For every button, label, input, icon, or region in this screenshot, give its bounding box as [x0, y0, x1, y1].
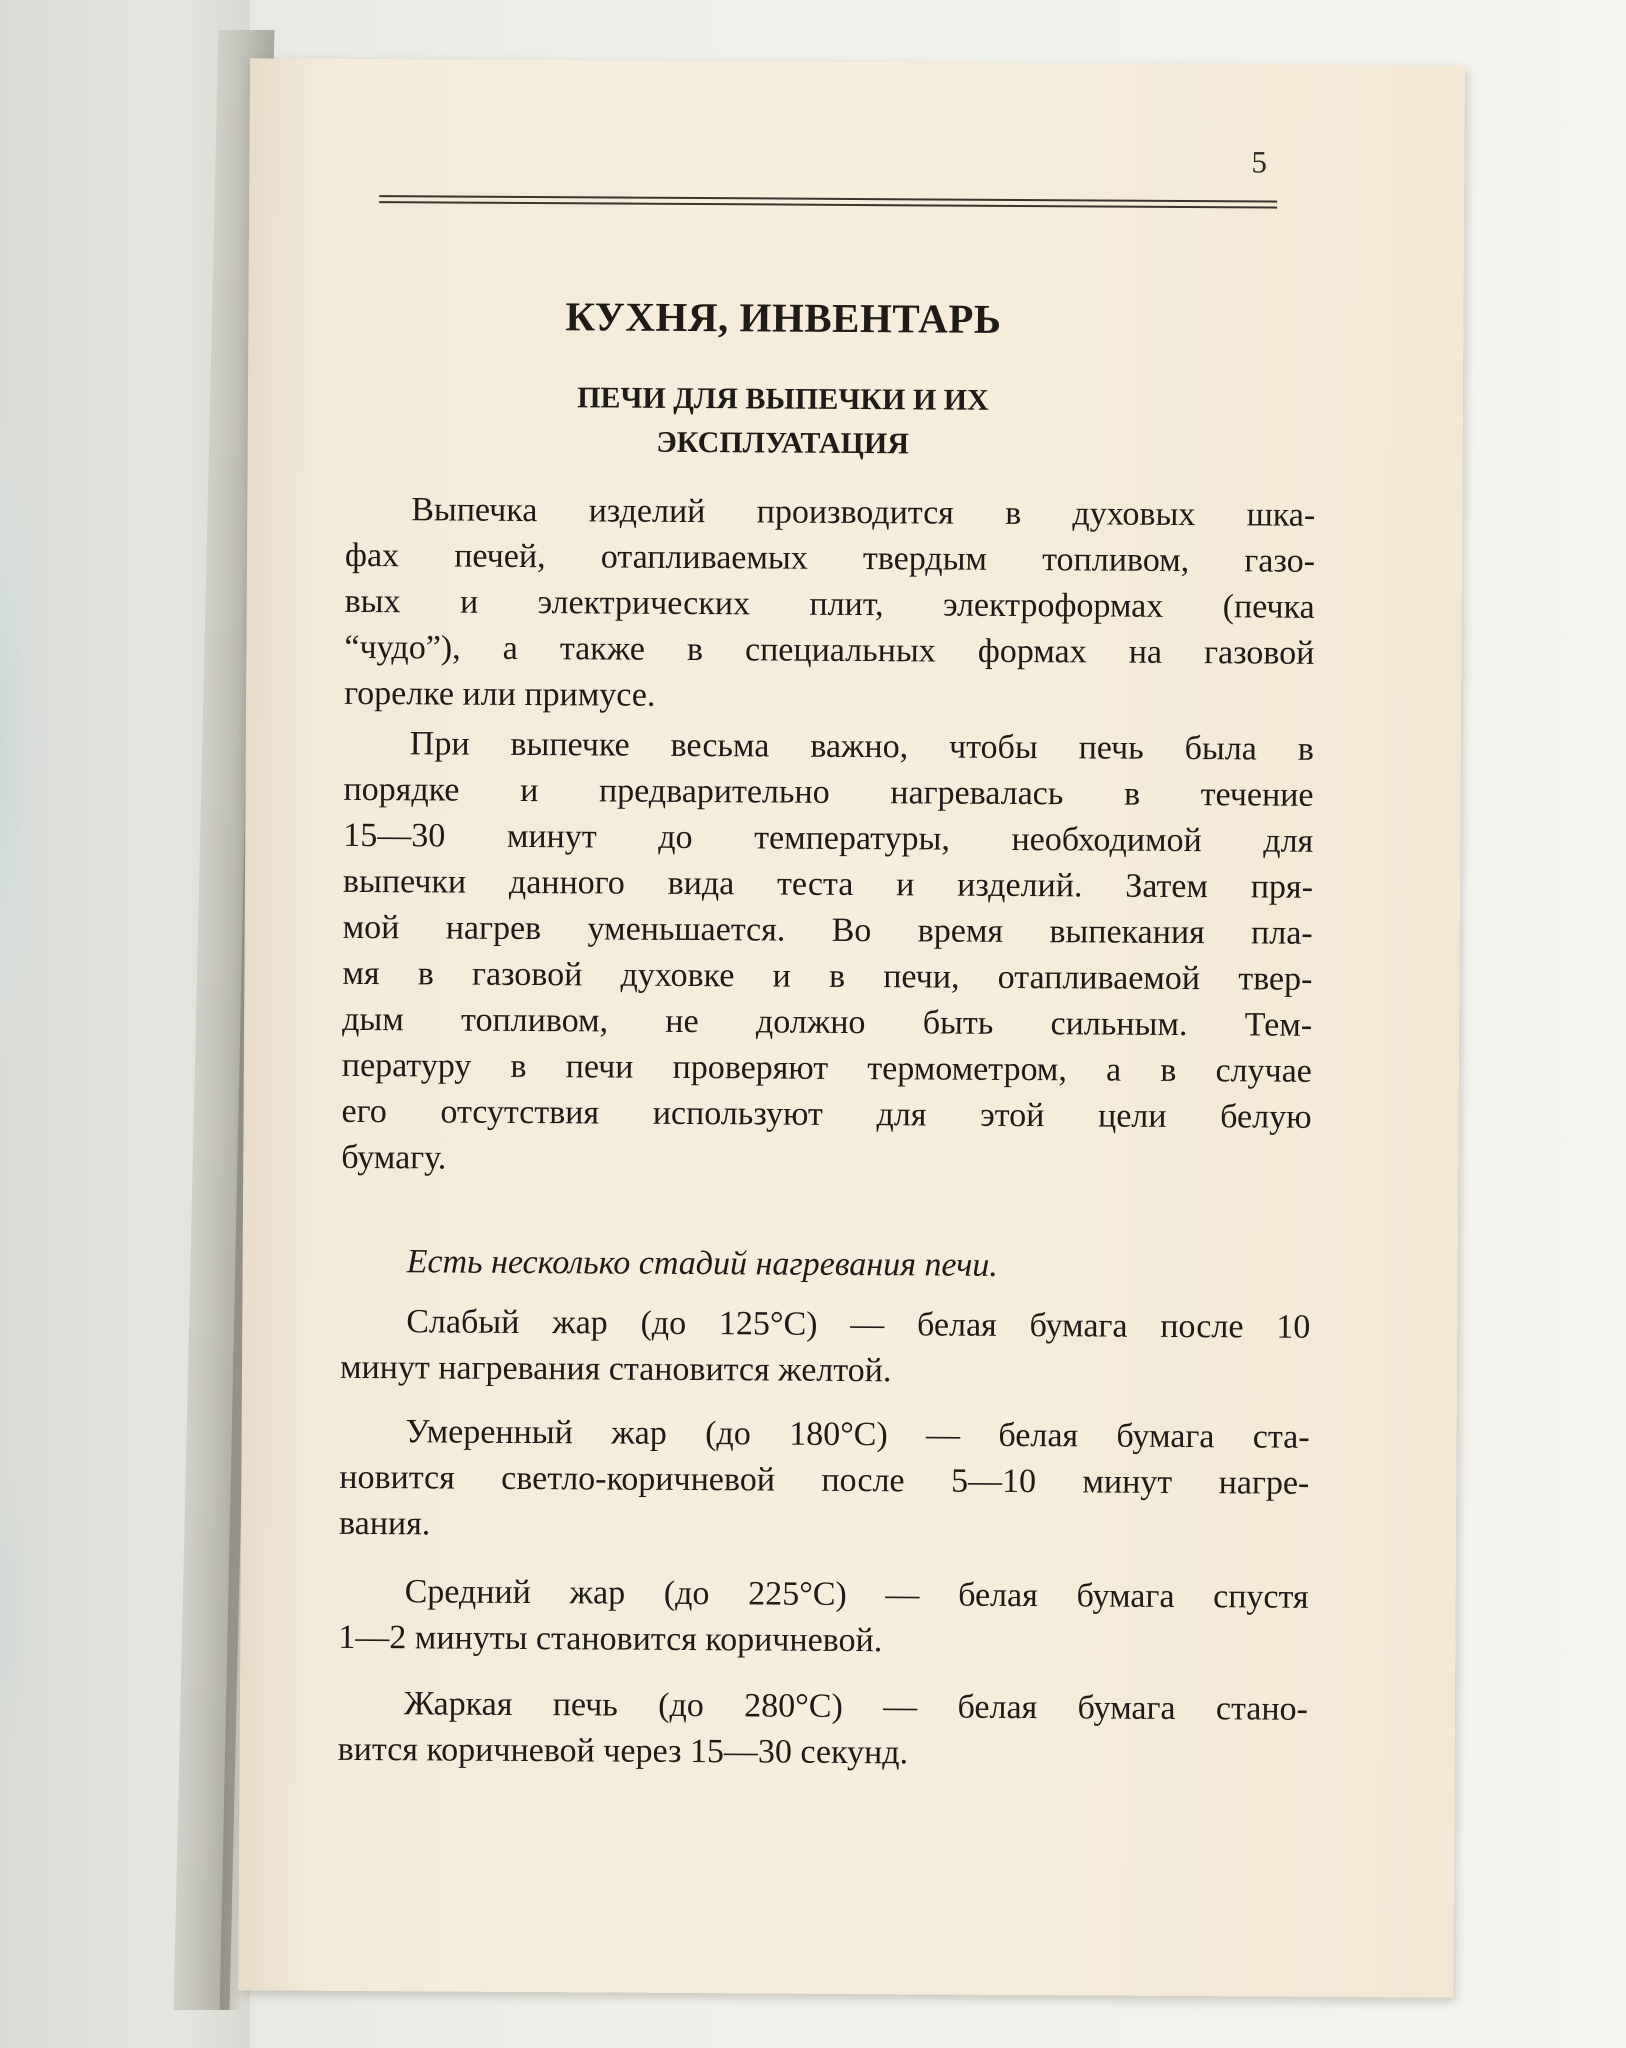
- text-line: мя в газовой духовке и в печи, отапливаемой твер-: [342, 954, 1313, 998]
- text-line: фах печей, отапливаемых твердым топливом, газо-: [344, 536, 1316, 580]
- stage-hot-oven: [338, 1681, 1309, 1779]
- chapter-title: КУХНЯ, ИНВЕНТАРЬ: [565, 293, 1002, 342]
- text-line: Умеренный жар (до 180°С) — белая бумага ста-: [405, 1413, 1310, 1456]
- text-line: вых и электрических плит, электроформах (печка: [344, 582, 1315, 626]
- text-line: 15—30 минут до температуры, необходимой для: [343, 816, 1314, 860]
- text-line: Есть несколько стадий нагревания печи.: [406, 1243, 998, 1284]
- text-line: Слабый жар (до 125°С) — белая бумага после 10: [406, 1303, 1311, 1346]
- text-line: новится светло-коричневой после 5—10 минут нагре-: [339, 1458, 1310, 1502]
- paragraph-preheating: [341, 721, 1314, 1187]
- text-line: Выпечка изделий производится в духовых шка-: [411, 491, 1316, 534]
- text-line: дым топливом, не должно быть сильным. Тем-: [342, 1000, 1313, 1044]
- left-page-print-smudge: [0, 420, 48, 1060]
- text-line: горелке или примусе.: [344, 674, 656, 714]
- book-page: [238, 58, 1465, 1997]
- section-title-line: ЭКСПЛУАТАЦИЯ: [656, 425, 910, 461]
- text-line: бумагу.: [341, 1138, 447, 1177]
- text-line: Жаркая печь (до 280°С) — белая бумага стано-: [403, 1685, 1309, 1728]
- text-line: порядке и предварительно нагревалась в течение: [343, 770, 1314, 814]
- text-line: выпечки данного вида теста и изделий. Затем пря-: [342, 862, 1314, 906]
- text-line: мой нагрев уменьшается. Во время выпекания пла-: [342, 908, 1313, 952]
- header-rule: [379, 201, 1277, 208]
- heating-stages-intro: [341, 1239, 1311, 1291]
- text-line: Средний жар (до 225°С) — белая бумага спустя: [404, 1573, 1309, 1616]
- section-title: [248, 374, 1319, 469]
- text-line: его отсутствия используют для этой цели белую: [341, 1092, 1312, 1136]
- stage-medium-heat: [338, 1569, 1309, 1667]
- text-line: 1—2 минуты становится коричневой.: [338, 1618, 883, 1660]
- text-line: “чудо”), а также в специальных формах на газовой: [344, 628, 1315, 672]
- stage-weak-heat: [340, 1299, 1311, 1397]
- paragraph-ovens: [344, 487, 1315, 723]
- text-line: вания.: [338, 1504, 431, 1543]
- page-number: 5: [1251, 144, 1268, 180]
- stage-moderate-heat: [339, 1409, 1310, 1553]
- text-line: пературу в печи проверяют термометром, а в случае: [341, 1046, 1312, 1090]
- left-page-print-smudge: [0, 1460, 40, 1760]
- text-line: вится коричневой через 15—30 секунд.: [337, 1730, 909, 1772]
- text-line: минут нагревания становится желтой.: [339, 1348, 892, 1390]
- text-line: При выпечке весьма важно, чтобы печь была в: [409, 725, 1314, 768]
- section-title-line: ПЕЧИ ДЛЯ ВЫПЕЧКИ И ИХ: [577, 381, 989, 417]
